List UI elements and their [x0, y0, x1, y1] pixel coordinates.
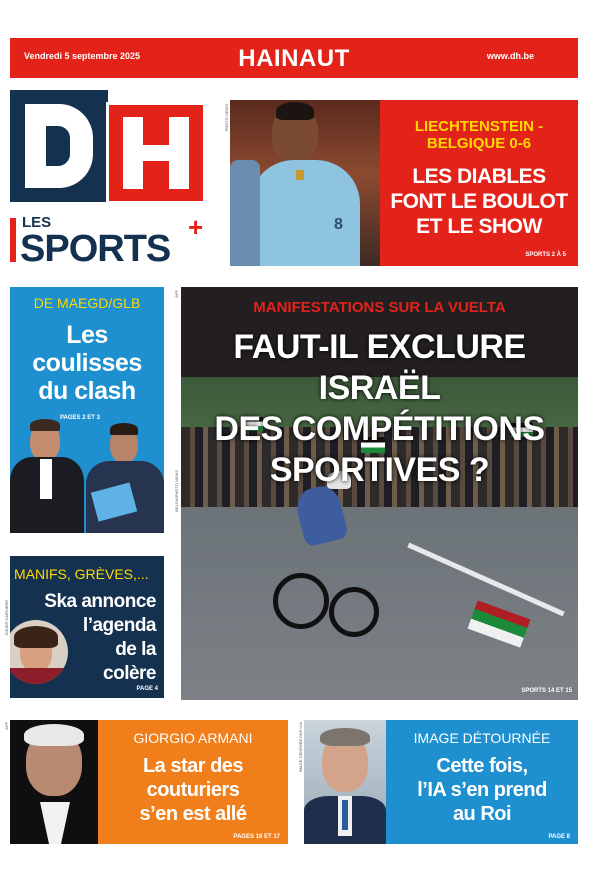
bottom-right-pages: PAGE 8	[548, 834, 570, 840]
left-story-1-headline-3: du clash	[38, 377, 136, 405]
logo-les: LES	[22, 214, 52, 231]
bottom-left-box[interactable]	[98, 720, 288, 844]
logo-letter-d	[10, 90, 108, 202]
left-story-2-credit: DIDIER CARNIERE	[4, 600, 9, 636]
ska-portrait	[10, 620, 68, 684]
armani-photo-credit: AFP	[4, 722, 9, 730]
main-story[interactable]	[181, 287, 578, 700]
left-story-1-box[interactable]	[10, 287, 164, 533]
bottom-right-headline-1: Cette fois,	[436, 755, 528, 777]
king-photo[interactable]	[304, 720, 386, 844]
politicians-photo	[10, 417, 164, 533]
main-story-pages: SPORTS 14 ET 15	[521, 688, 572, 694]
armani-photo[interactable]	[10, 720, 98, 844]
top-story-pages: SPORTS 2 À 5	[525, 252, 566, 258]
main-photo-credit: BELGA/PHOTO NEWS	[174, 470, 179, 512]
issue-date: Vendredi 5 septembre 2025	[24, 51, 141, 61]
logo-sports: SPORTS	[20, 228, 171, 270]
bottom-left-pages: PAGES 16 ET 17	[233, 834, 280, 840]
bottom-left-headline-1: La star des	[142, 755, 244, 777]
logo-letter-h	[106, 102, 206, 204]
left-story-2-pages: PAGE 4	[136, 686, 158, 692]
bottom-right-kicker: IMAGE DÉTOURNÉE	[413, 730, 551, 746]
top-story-headline-3: ET LE SHOW	[416, 215, 542, 238]
bottom-left-headline-2: couturiers	[146, 779, 240, 801]
top-photo-credit: PHOTO NEWS	[224, 104, 229, 132]
masthead-band	[10, 38, 578, 78]
bottom-right-box[interactable]	[386, 720, 578, 844]
king-photo-credit: IMAGE GÉNÉRÉE PAR L’IA	[298, 722, 303, 773]
main-photo-afp: AFP	[174, 290, 179, 298]
main-story-headline-1: FAUT-IL EXCLURE ISRAËL	[233, 328, 526, 407]
left-story-1-kicker: DE MAEGD/GLB	[33, 295, 141, 311]
website-link[interactable]: www.dh.be	[486, 51, 534, 61]
top-story-photo[interactable]	[230, 100, 380, 266]
left-story-2-headline-3: de la	[115, 639, 156, 660]
top-story-kicker-1: LIECHTENSTEIN -	[414, 118, 544, 135]
left-story-1-pages: PAGES 2 ET 3	[60, 415, 100, 421]
left-story-1-headline-2: coulisses	[32, 349, 142, 377]
main-story-headline-3: SPORTIVES ?	[269, 451, 490, 489]
left-story-2-kicker: MANIFS, GRÈVES,...	[14, 566, 149, 582]
dh-les-sports-logo	[10, 90, 220, 268]
top-story-box[interactable]	[380, 100, 578, 266]
region-title: HAINAUT	[238, 45, 350, 72]
left-story-2-headline-4: colère	[103, 663, 156, 684]
main-story-kicker: MANIFESTATIONS SUR LA VUELTA	[253, 299, 506, 316]
jersey-number: 8	[334, 216, 343, 233]
main-story-headline-2: DES COMPÉTITIONS	[214, 410, 545, 448]
top-story-kicker-2: BELGIQUE 0-6	[426, 135, 532, 152]
bottom-left-headline-3: s’en est allé	[139, 803, 247, 825]
left-story-2-headline-1: Ska annonce	[44, 591, 156, 612]
bottom-right-headline-2: l’IA s’en prend	[417, 779, 547, 801]
top-story-headline-2: FONT LE BOULOT	[390, 190, 568, 213]
left-story-2-box[interactable]	[10, 556, 164, 698]
bottom-right-headline-3: au Roi	[452, 803, 512, 825]
left-story-1-headline-1: Les	[66, 321, 108, 349]
left-story-2-headline-2: l’agenda	[82, 615, 156, 636]
bottom-left-kicker: GIORGIO ARMANI	[133, 730, 253, 746]
top-story-headline-1: LES DIABLES	[412, 165, 546, 188]
logo-plus: +	[188, 212, 204, 242]
